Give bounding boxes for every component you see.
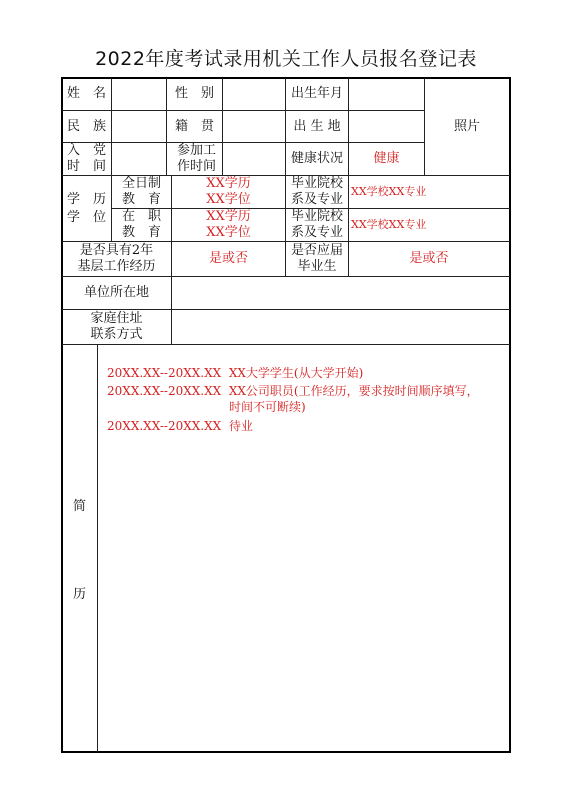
fulltime-degree: XX学位 xyxy=(206,192,251,207)
label-line: 毕业生 xyxy=(297,259,337,274)
photo-box[interactable]: 照片 xyxy=(453,118,480,134)
gender-field[interactable] xyxy=(223,78,285,110)
label-fulltime-education xyxy=(112,176,171,208)
label-line: 作时间 xyxy=(177,159,217,174)
inservice-education-value[interactable] xyxy=(172,209,285,241)
label-name: 姓 名 xyxy=(66,86,106,101)
label-line: 学 历 xyxy=(66,191,106,207)
fulltime-school-value[interactable]: XX学校XX专业 xyxy=(351,185,427,198)
grassroots-experience-value[interactable]: 是或否 xyxy=(208,251,248,266)
label-birthplace: 出 生 地 xyxy=(293,118,341,134)
birth-date-field[interactable] xyxy=(349,78,424,110)
name-field[interactable] xyxy=(112,78,166,110)
label-line: 参加工 xyxy=(177,143,217,158)
label-education-degree xyxy=(62,176,111,241)
label-line: 毕业院校 xyxy=(290,209,343,224)
label-work-start-date xyxy=(167,143,222,175)
resume-period: 20XX.XX--20XX.XX xyxy=(107,419,222,433)
resume-text: XX大学学生(从大学开始) xyxy=(228,366,364,380)
label-resume-char-2: 历 xyxy=(72,587,86,602)
label-line: 时 间 xyxy=(66,159,106,174)
label-line: 毕业院校 xyxy=(290,176,343,191)
label-inservice-school xyxy=(286,209,348,241)
label-line: 教 育 xyxy=(121,192,161,207)
label-health: 健康状况 xyxy=(290,151,343,166)
label-line: 基层工作经历 xyxy=(77,259,156,274)
label-line: 系及专业 xyxy=(290,225,343,240)
resume-entry-continued: 时间不可断续) xyxy=(229,400,306,414)
label-resume-char-1: 简 xyxy=(72,499,86,514)
resume-text: 待业 xyxy=(228,419,253,433)
label-line: 联系方式 xyxy=(90,327,143,342)
address-contact-field[interactable] xyxy=(172,310,509,344)
label-line: 全日制 xyxy=(121,176,161,191)
label-ethnicity: 民 族 xyxy=(66,118,106,134)
resume-period: 20XX.XX--20XX.XX xyxy=(107,366,222,380)
label-line: 系及专业 xyxy=(290,192,343,207)
resume-period: 20XX.XX--20XX.XX xyxy=(107,384,222,398)
work-start-date-field[interactable] xyxy=(223,143,285,175)
resume-entry xyxy=(107,418,253,434)
label-line: 是否具有2年 xyxy=(79,243,154,258)
resume-entry xyxy=(107,365,363,381)
label-fulltime-school xyxy=(286,176,348,208)
label-address-contact xyxy=(62,310,171,344)
label-grassroots-experience xyxy=(62,242,171,276)
label-line: 在 职 xyxy=(121,209,161,224)
label-inservice-education xyxy=(112,209,171,241)
fresh-graduate-value[interactable]: 是或否 xyxy=(409,251,449,266)
label-gender: 性 别 xyxy=(174,86,214,101)
health-value[interactable]: 健康 xyxy=(373,151,400,166)
label-birth-date: 出生年月 xyxy=(290,86,343,101)
label-employer-location: 单位所在地 xyxy=(83,285,149,300)
label-fresh-graduate xyxy=(286,242,348,276)
ethnicity-field[interactable] xyxy=(112,111,166,142)
form-title: 2022年度考试录用机关工作人员报名登记表 xyxy=(95,48,477,70)
resume-text: XX公司职员(工作经历，要求按时间顺序填写， xyxy=(228,384,479,398)
party-join-date-field[interactable] xyxy=(112,143,166,175)
label-line: 是否应届 xyxy=(290,243,343,258)
label-party-join-date xyxy=(62,143,111,175)
fulltime-education-value[interactable] xyxy=(172,176,285,208)
birthplace-field[interactable] xyxy=(349,111,424,142)
label-line: 教 育 xyxy=(121,225,161,240)
resume-entry xyxy=(107,383,479,399)
label-native-place: 籍 贯 xyxy=(174,118,214,134)
employer-location-field[interactable] xyxy=(172,277,509,309)
label-line: 入 党 xyxy=(66,143,106,158)
inservice-edu-level: XX学历 xyxy=(206,209,251,224)
fulltime-edu-level: XX学历 xyxy=(206,176,251,191)
inservice-school-value[interactable]: XX学校XX专业 xyxy=(351,218,427,231)
label-line: 家庭住址 xyxy=(90,311,143,326)
inservice-degree: XX学位 xyxy=(206,225,251,240)
native-place-field[interactable] xyxy=(223,111,285,142)
label-line: 学 位 xyxy=(66,209,106,225)
